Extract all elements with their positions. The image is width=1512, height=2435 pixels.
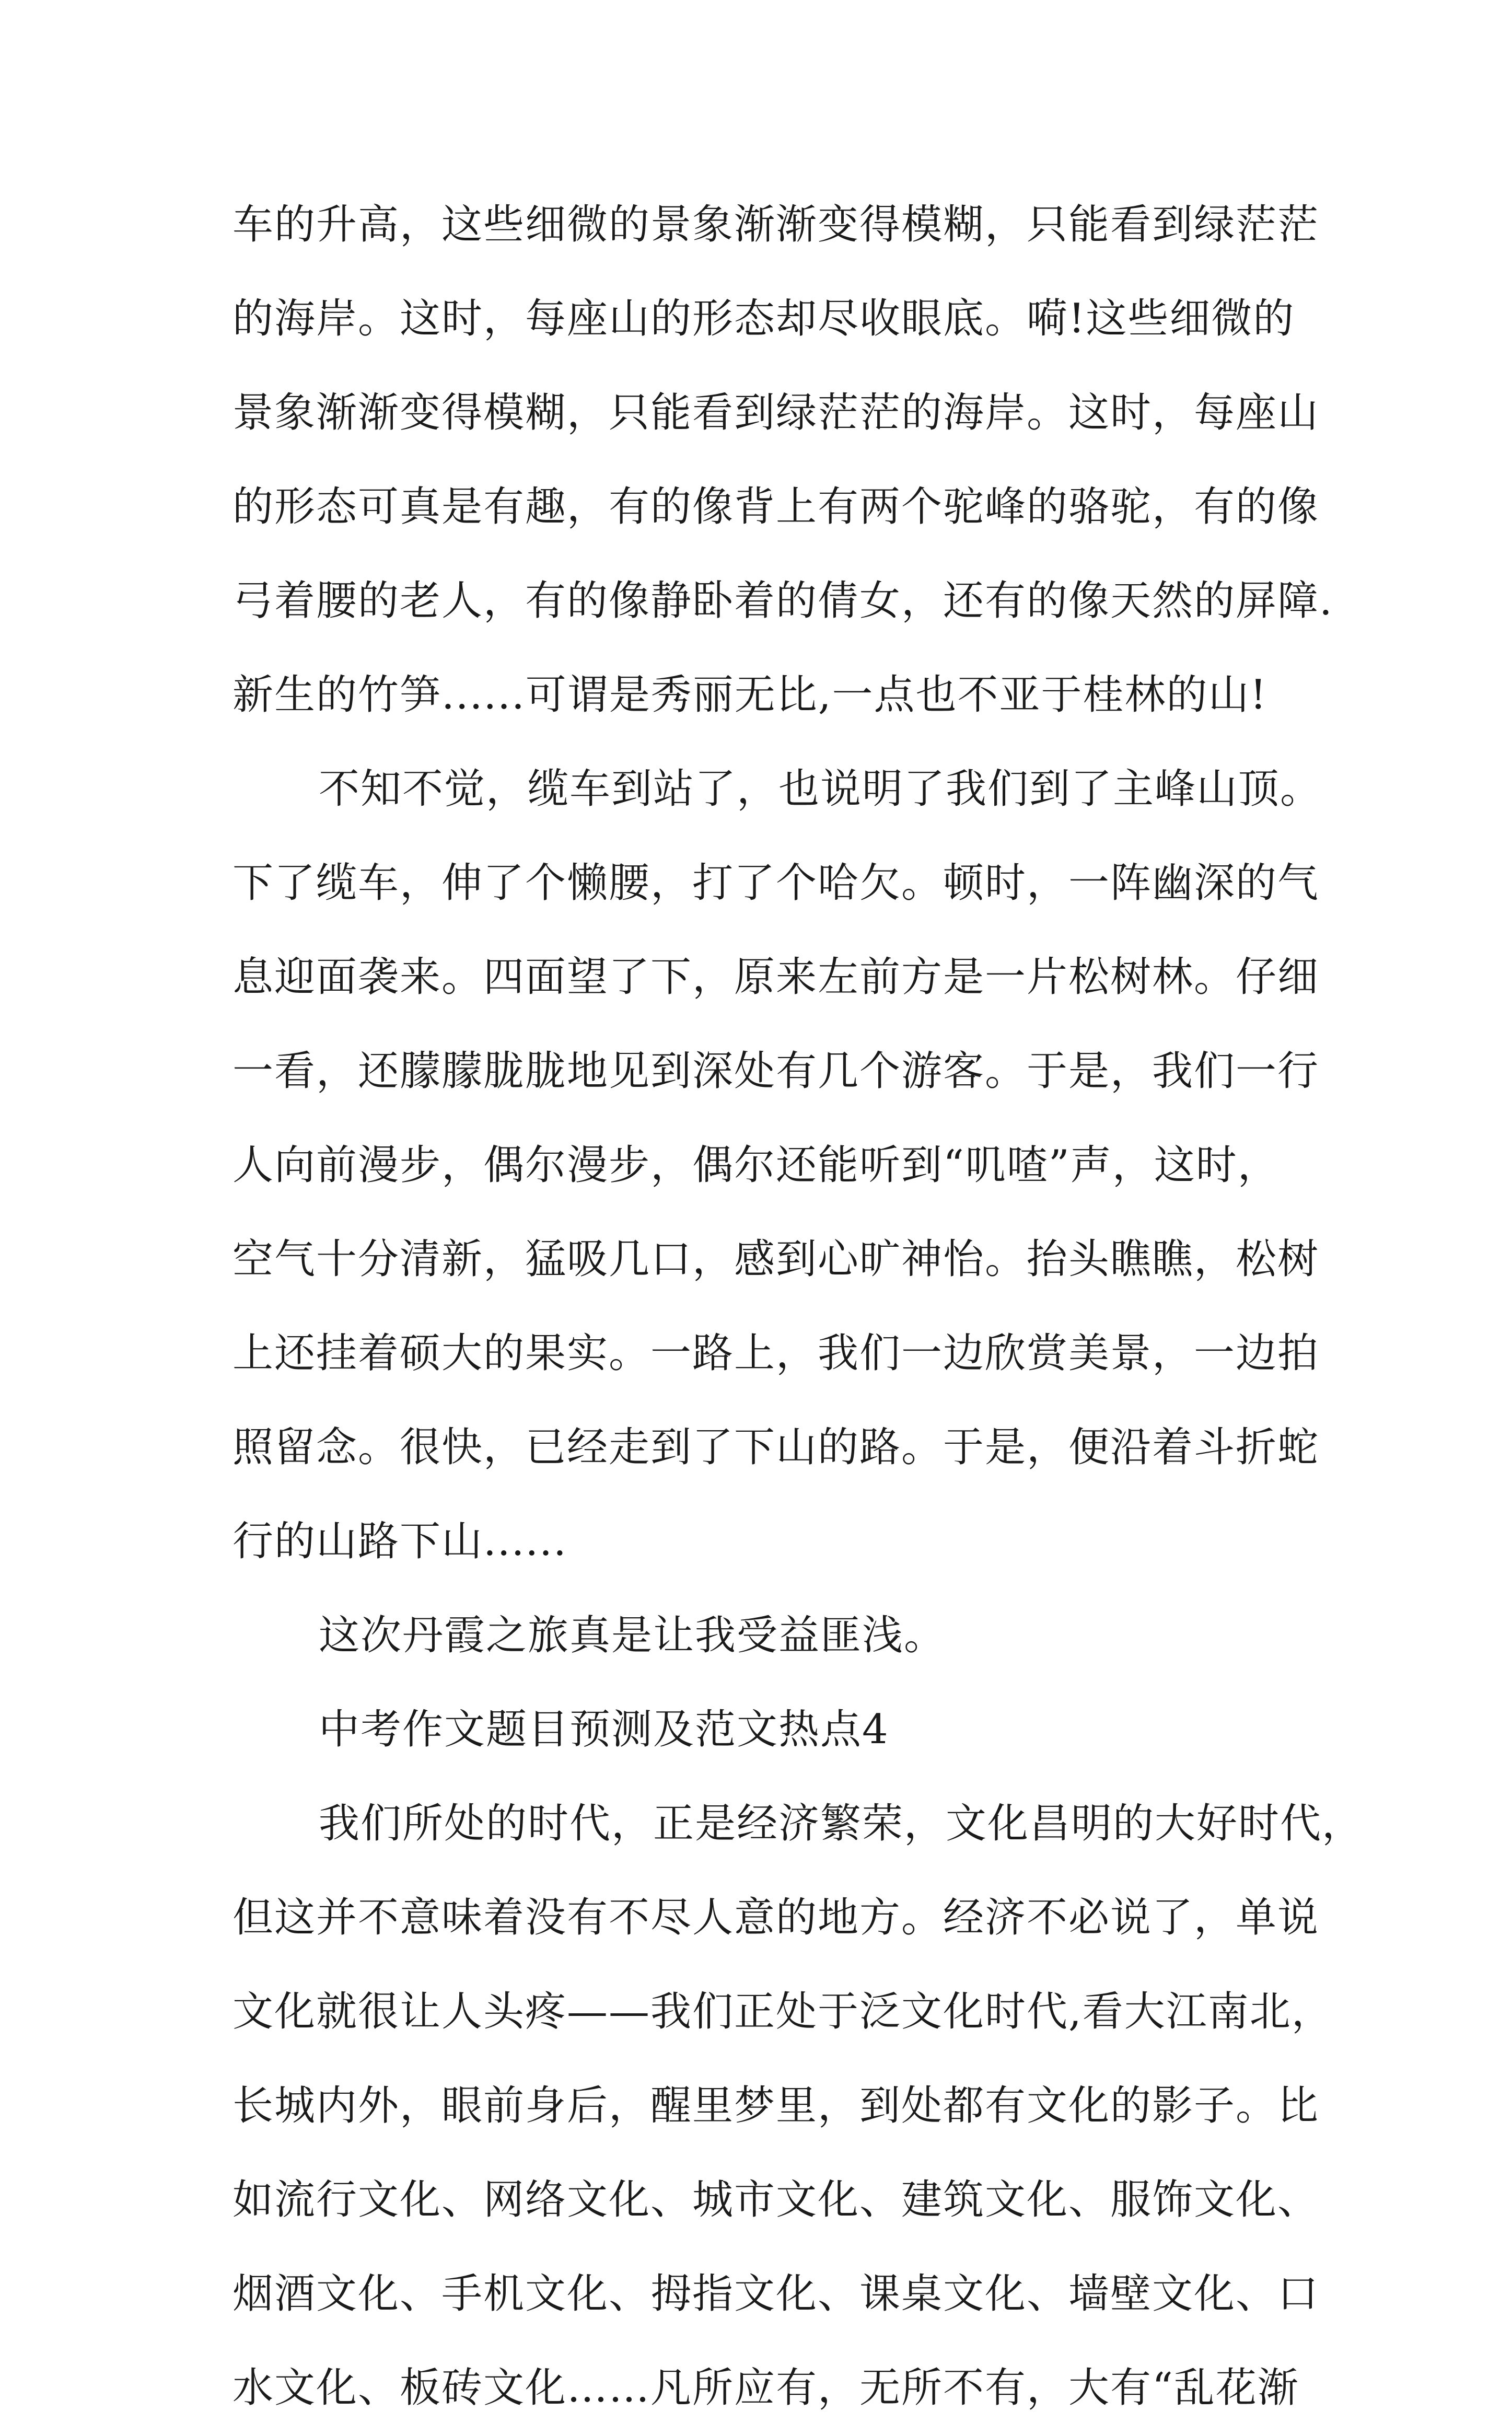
text-line: 但这并不意味着没有不尽人意的地方。经济不必说了，单说 [232,1894,1320,1941]
section-heading: 中考作文题目预测及范文热点4 [319,1706,889,1753]
text-line: 新生的竹笋......可谓是秀丽无比,一点也不亚于桂林的山! [232,671,1267,718]
body-text [232,178,1364,2435]
text-line: 长城内外，眼前身后，醒里梦里，到处都有文化的影子。比 [232,2082,1320,2129]
paragraph-start-line: 这次丹霞之旅真是让我受益匪浅。 [319,1612,946,1659]
text-line: 上还挂着硕大的果实。一路上，我们一边欣赏美景，一边拍 [232,1330,1320,1377]
text-line: 一看，还朦朦胧胧地见到深处有几个游客。于是，我们一行 [232,1048,1320,1095]
text-line: 文化就很让人头疼——我们正处于泛文化时代,看大江南北， [232,1988,1333,2035]
text-line: 的形态可真是有趣，有的像背上有两个驼峰的骆驼，有的像 [232,483,1320,530]
paragraph-start-line: 不知不觉，缆车到站了，也说明了我们到了主峰山顶。 [319,766,1322,813]
text-line: 烟酒文化、手机文化、拇指文化、课桌文化、墙壁文化、口 [232,2270,1320,2317]
text-line: 人向前漫步，偶尔漫步，偶尔还能听到“叽喳”声，这时， [232,1142,1280,1189]
text-line: 水文化、板砖文化……凡所应有，无所不有，大有“乱花渐 [232,2364,1299,2411]
text-line: 行的山路下山...... [232,1518,567,1565]
text-line: 如流行文化、网络文化、城市文化、建筑文化、服饰文化、 [232,2176,1320,2223]
text-line: 景象渐渐变得模糊，只能看到绿茫茫的海岸。这时，每座山 [232,389,1320,436]
text-line: 弓着腰的老人，有的像静卧着的倩女，还有的像天然的屏障. [232,577,1333,624]
text-line: 的海岸。这时，每座山的形态却尽收眼底。嗬!这些细微的 [232,295,1295,342]
text-line: 照留念。很快，已经走到了下山的路。于是，便沿着斗折蛇 [232,1424,1320,1471]
text-line: 下了缆车，伸了个懒腰，打了个哈欠。顿时，一阵幽深的气 [232,860,1320,907]
paragraph-start-line: 我们所处的时代，正是经济繁荣，文化昌明的大好时代， [319,1800,1364,1847]
text-line: 空气十分清新，猛吸几口，感到心旷神怡。抬头瞧瞧，松树 [232,1236,1320,1283]
text-line: 息迎面袭来。四面望了下，原来左前方是一片松树林。仔细 [232,954,1320,1001]
text-line: 车的升高，这些细微的景象渐渐变得模糊，只能看到绿茫茫 [232,201,1320,248]
